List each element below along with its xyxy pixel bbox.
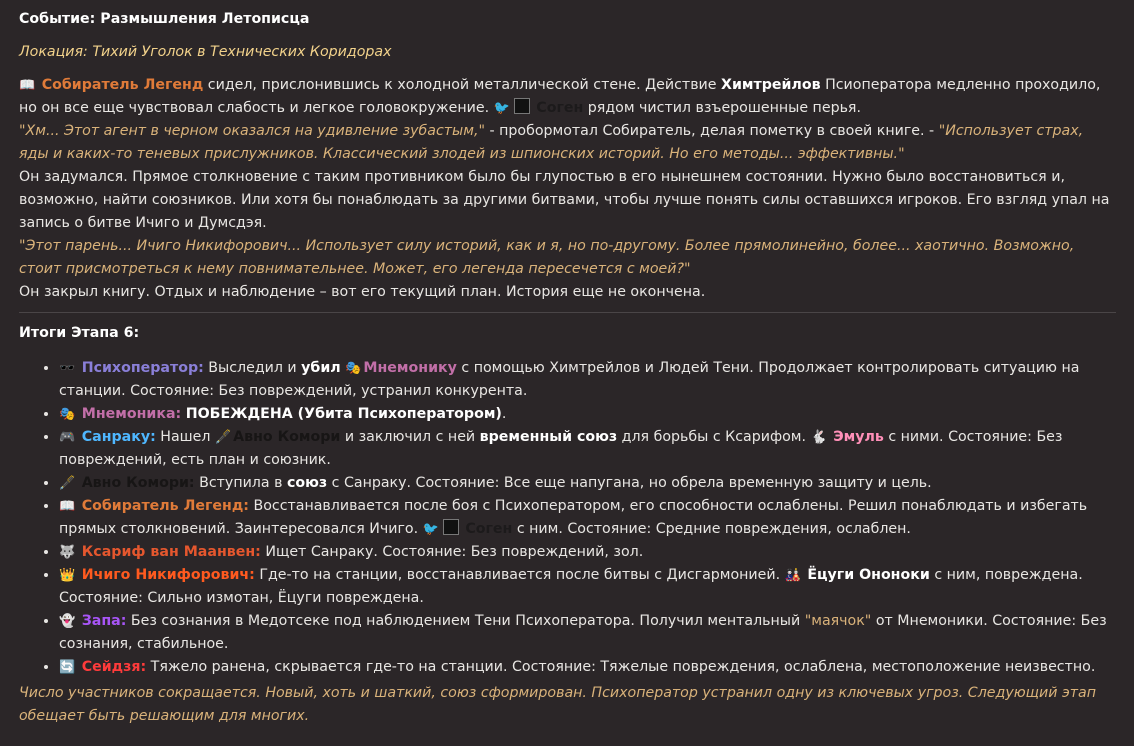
story-paragraph-1 (19, 74, 1116, 120)
psioperator-name: Психоператор: (81, 360, 204, 376)
item-text: Ищет Санраку. Состояние: Без повреждений, зол. (260, 544, 644, 560)
theater-masks-icon: 🎭 (345, 361, 362, 376)
list-item (59, 472, 1116, 495)
crown-icon: 👑 (59, 568, 76, 583)
event-title: Событие: Размышления Летописца (19, 11, 310, 27)
mnemonika-name: Мнемонику (363, 360, 457, 376)
avno-name: Авно Комори (233, 429, 341, 445)
book-icon: 📖 (59, 499, 76, 514)
seidze-name: Сейдзя: (81, 659, 147, 675)
sunglasses-icon: 🕶️ (59, 361, 76, 376)
item-text: . (501, 406, 507, 422)
divider (19, 312, 1116, 313)
zapa-name: Запа: (81, 613, 127, 629)
story-text: - пробормотал Собиратель, делая пометку в своей книге. - (484, 123, 939, 139)
feather-pen-icon: 🖋️ (214, 430, 232, 445)
killed-term: убил (301, 360, 341, 376)
item-text: с ним, повреждена. Состояние: Сильно измотан, Ёцуги повреждена. (59, 567, 1083, 606)
story-paragraph-3: Он задумался. Прямое столкновение с таким противником было бы глупостью в его нынешнем состоянии. Нужно было восстановиться и, возможно, найти союзников. Или хотя бы понаблюдать за другими битвами, чтобы лучше понять силы оставшихся игроков. Его взгляд упал на запись о битве Ичиго и Думсдэя. (19, 169, 1110, 231)
emul-name: Эмуль (833, 429, 884, 445)
cycle-arrows-icon: 🔄 (59, 660, 76, 675)
item-text: и заключил с ней (340, 429, 480, 445)
item-text: Восстанавливается после боя с Психоператором, его способности ослаблены. Решил понаблюдать и избегать прямых столкновений. Заинтересовался Ичиго. (59, 498, 1088, 537)
yotsugi-name: Ёцуги Ононоки (807, 567, 930, 583)
item-text: с ним. Состояние: Средние повреждения, ослаблен. (512, 521, 911, 537)
item-text: Нашел (155, 429, 215, 445)
black-square-icon (443, 519, 459, 535)
item-text: для борьбы с Ксарифом. (617, 429, 811, 445)
story-text: сидел, прислонившись к холодной металлической стене. Действие (203, 77, 722, 93)
feather-pen-icon: 🖋️ (59, 476, 76, 491)
wolf-icon: 🐺 (59, 545, 76, 560)
location-line: Локация: Тихий Уголок в Технических Коридорах (19, 44, 392, 60)
story-paragraph-4: "Этот парень... Ичиго Никифорович... Использует силу историй, как и я, но по-другому. Более прямолинейно, более... хаотично. Возможно, стоит присмотреться к нему повнимательнее. Может, его легенда пересечется с моей?" (19, 238, 1075, 277)
gamepad-icon: 🎮 (59, 430, 76, 445)
black-square-icon (514, 98, 530, 114)
book-icon: 📖 (19, 78, 36, 93)
sobiratel-name: Собиратель Легенд (41, 77, 204, 93)
list-item (59, 426, 1116, 472)
list-item (59, 656, 1116, 679)
item-text: с помощью Химтрейлов и Людей Тени. Продолжает контролировать ситуацию на станции. Состояние: Без повреждений, устранил конкурента. (59, 360, 1080, 399)
sobiratel-name: Собиратель Легенд: (81, 498, 249, 514)
story-text: рядом чистил взъерошенные перья. (583, 100, 861, 116)
sogen-name: Соген (465, 521, 513, 537)
item-text: Вступила в (194, 475, 287, 491)
ichigo-name: Ичиго Никифорович: (81, 567, 255, 583)
avno-name: Авно Комори: (81, 475, 195, 491)
story-text: Псиоператора медленно проходило, но он все еще чувствовал слабость и легкое головокружение. (19, 77, 1101, 116)
item-text: Где-то на станции, восстанавливается после битвы с Дисгармонией. (254, 567, 785, 583)
theater-masks-icon: 🎭 (59, 407, 76, 422)
alliance-term: временный союз (479, 429, 618, 445)
story-paragraph-2 (19, 120, 1116, 166)
footer-note: Число участников сокращается. Новый, хоть и шаткий, союз сформирован. Психоператор устранил одну из ключевых угроз. Следующий этап обещает быть решающим для многих. (19, 685, 1096, 724)
mnemonika-name: Мнемоника: (81, 406, 182, 422)
summary-list (19, 357, 1116, 679)
ghost-icon: 👻 (59, 614, 76, 629)
bird-icon: 🐦 (422, 522, 439, 537)
item-text: Выследил и (203, 360, 302, 376)
list-item (59, 564, 1116, 610)
list-item (59, 403, 1116, 426)
story-paragraph-5: Он закрыл книгу. Отдых и наблюдение – вот его текущий план. История еще не окончена. (19, 284, 706, 300)
item-text: с Санраку. Состояние: Все еще напугана, но обрела временную защиту и цель. (327, 475, 932, 491)
item-text: Тяжело ранена, скрывается где-то на станции. Состояние: Тяжелые повреждения, ослаблена, местоположение неизвестно. (146, 659, 1096, 675)
ksarif-name: Ксариф ван Маанвен: (81, 544, 261, 560)
list-item (59, 357, 1116, 403)
item-text: Без сознания в Медотсеке под наблюдением Тени Психоператора. Получил ментальный (126, 613, 805, 629)
quote: "Использует страх, яды и каких-то теневых прислужников. Классический злодей из шпионских историй. Но его методы... эффективны." (19, 123, 1084, 162)
item-text: от Мнемоники. Состояние: Без сознания, стабильное. (59, 613, 1107, 652)
bird-icon: 🐦 (493, 101, 510, 116)
rabbit-icon: 🐇 (810, 430, 827, 445)
doll-icon: 🎎 (784, 568, 801, 583)
beacon-term: "маячок" (804, 613, 872, 629)
defeated-status: ПОБЕЖДЕНА (Убита Психоператором) (185, 406, 502, 422)
union-term: союз (286, 475, 328, 491)
list-item (59, 541, 1116, 564)
sanraku-name: Санраку: (81, 429, 156, 445)
list-item (59, 610, 1116, 656)
list-item (59, 495, 1116, 541)
chemtrails-term: Химтрейлов (721, 77, 821, 93)
sogen-name: Соген (536, 100, 584, 116)
summary-title: Итоги Этапа 6: (19, 325, 140, 341)
quote: "Хм... Этот агент в черном оказался на удивление зубастым," (19, 123, 485, 139)
item-text: с ними. Состояние: Без повреждений, есть план и союзник. (59, 429, 1063, 468)
